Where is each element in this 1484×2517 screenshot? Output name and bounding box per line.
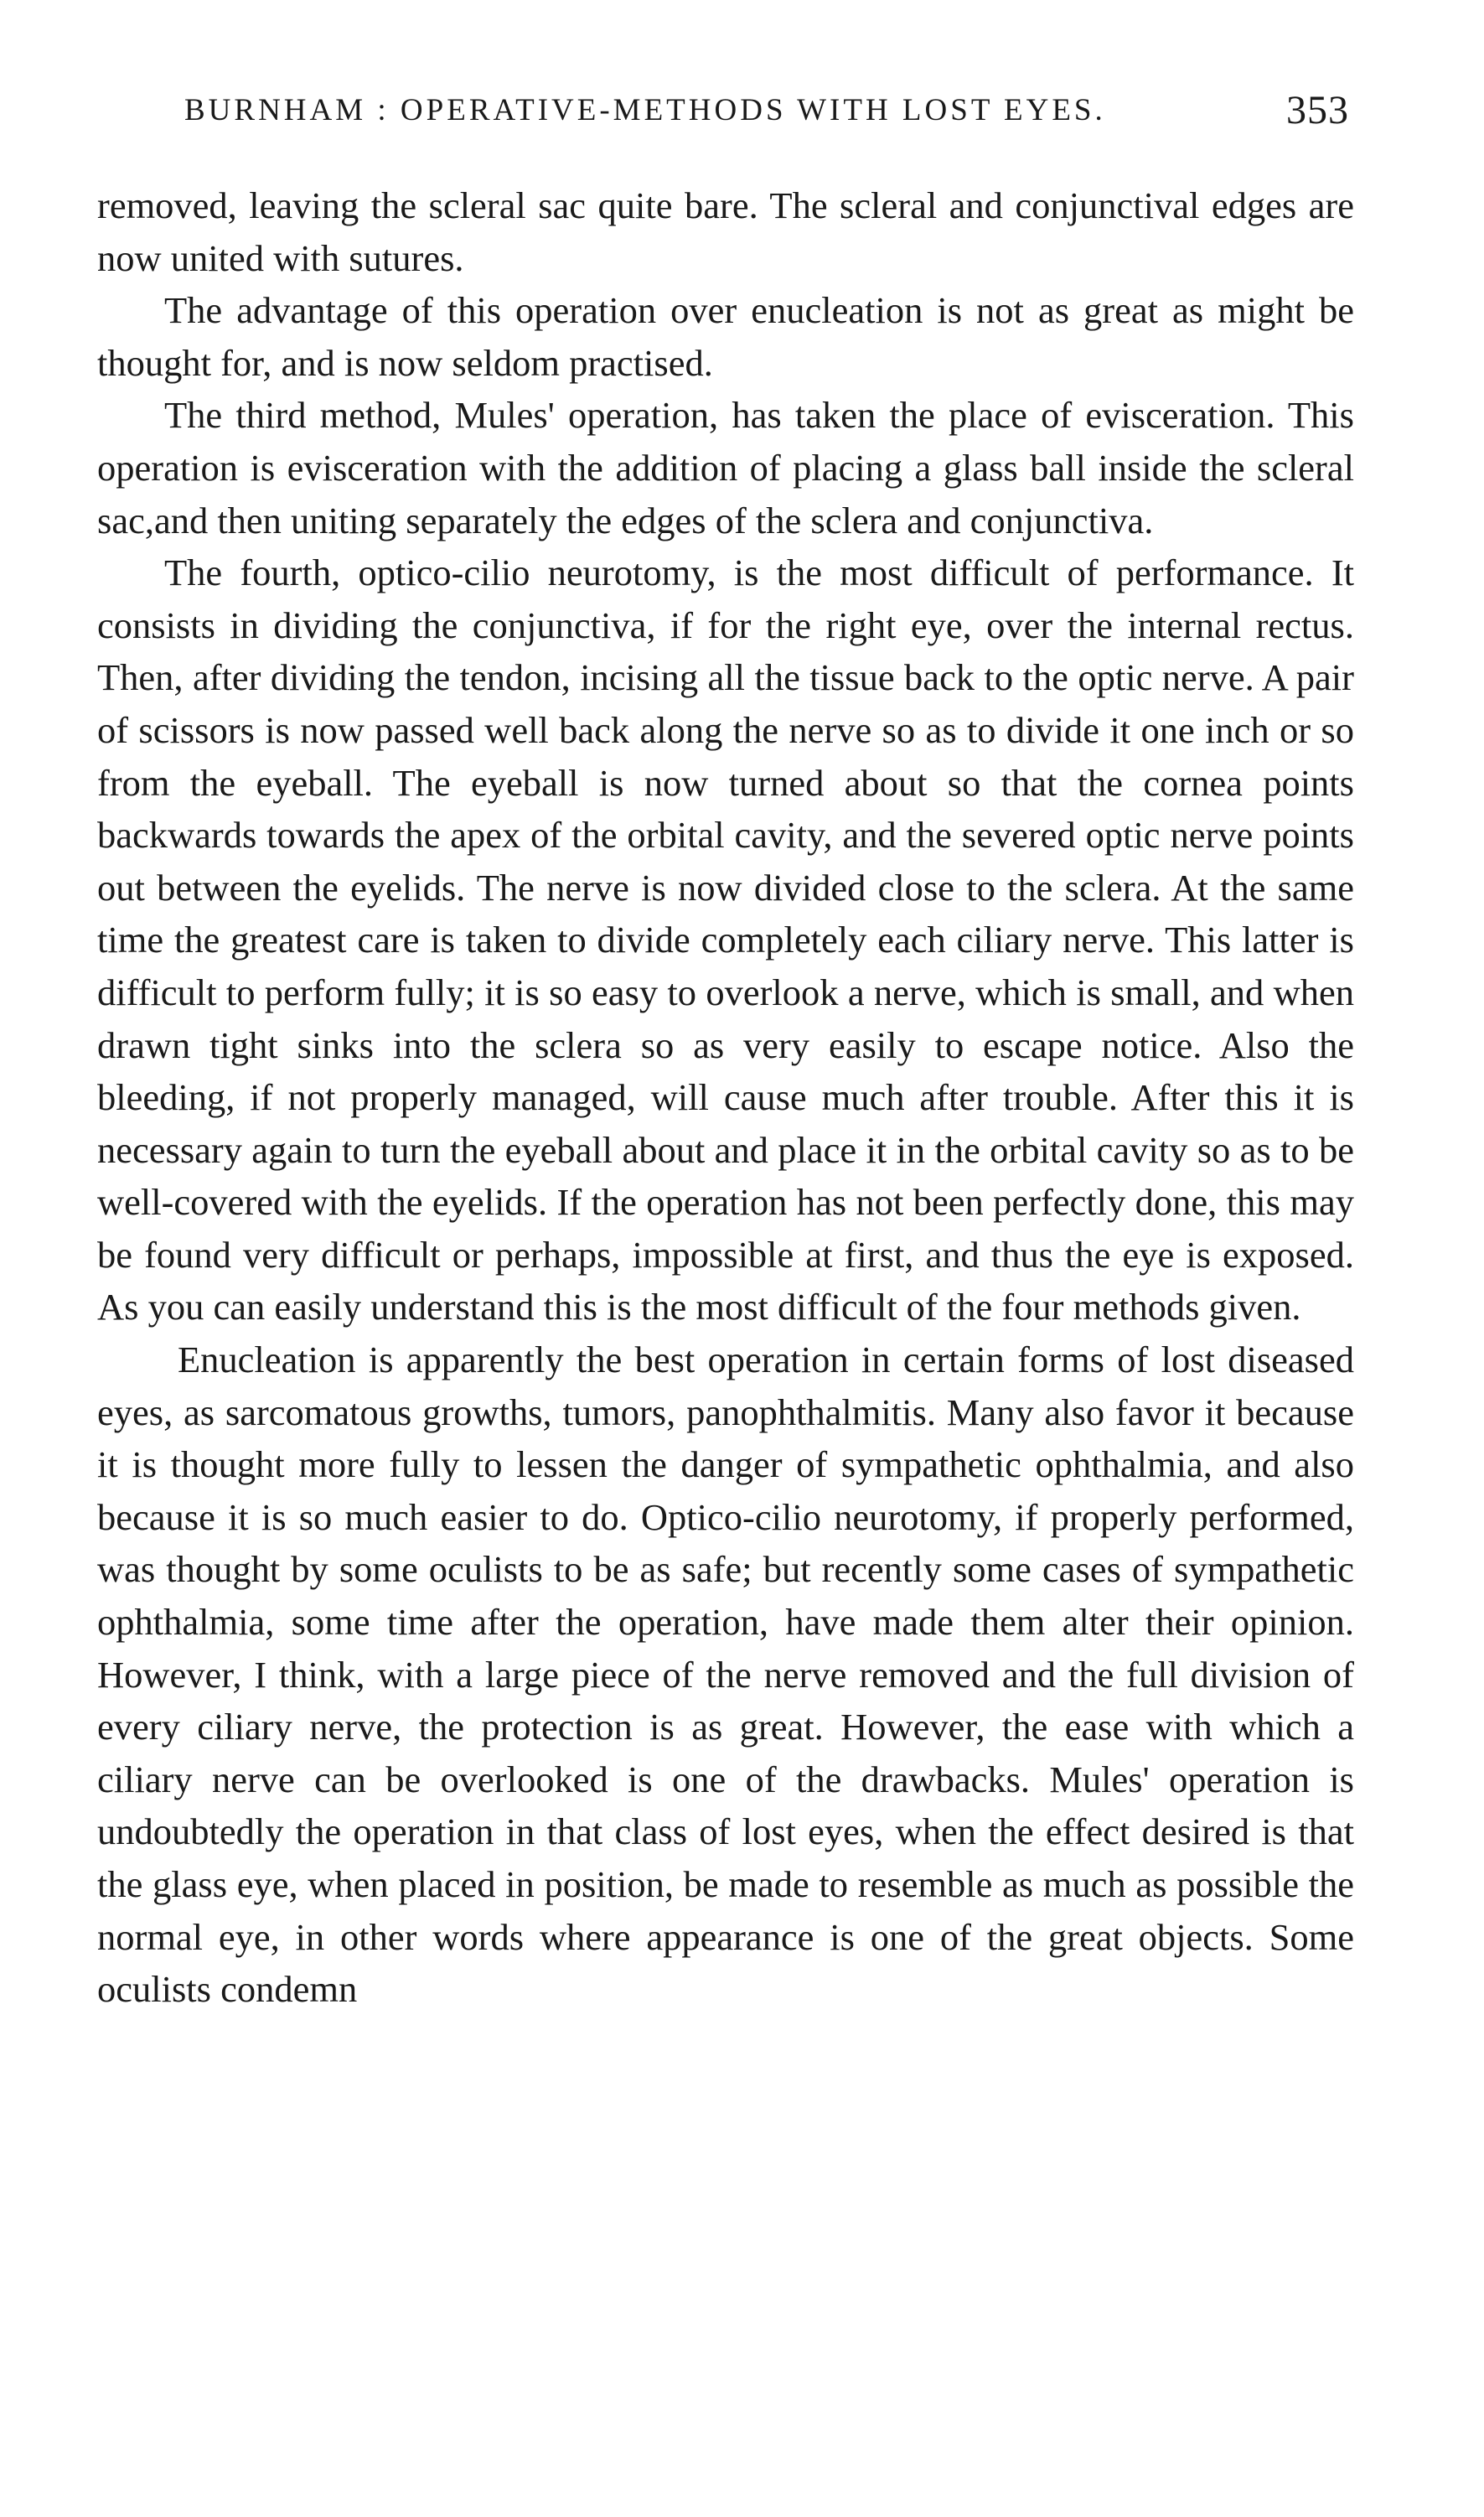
- paragraph-third-method: The third method, Mules' operation, has taken the place of evisceration. This operation is evisceration with the addition of placing a glass ball inside the scleral sac,and then uniting separately the edges of the sclera and conjunctiva.: [97, 394, 1354, 541]
- running-title: BURNHAM : OPERATIVE-METHODS WITH LOST EYES.: [184, 93, 1106, 127]
- paragraph-fourth-method: The fourth, optico-cilio neurotomy, is the most difficult of performance. It consists in dividing the conjunctiva, if for the right eye, over the internal rectus. Then, after dividing the tendon, incising all the tissue back to the optic nerve. A pair of scissors is now passed well back along the nerve so as to divide it one inch or so from the eyeball. The eyeball is now turned about so that the cornea points backwards towards the apex of the orbital cavity, and the severed optic nerve points out between the eyelids. The nerve is now divided close to the sclera. At the same time the greatest care is taken to divide completely each ciliary nerve. This latter is difficult to perform fully; it is so easy to overlook a nerve, which is small, and when drawn tight sinks into the sclera so as very easily to escape notice. Also the bleeding, if not properly managed, will cause much after trouble. After this it is necessary again to turn the eyeball about and place it in the orbital cavity so as to be well-covered with the eyelids. If the operation has not been perfectly done, this may be found very difficult or perhaps, impossible at first, and thus the eye is exposed. As you can easily understand this is the most difficult of the four methods given.: [97, 552, 1354, 1328]
- paragraph-advantage: The advantage of this operation over enucleation is not as great as might be thought for, and is now seldom practised.: [97, 289, 1354, 384]
- paragraph-enucleation: Enucleation is apparently the best operation in certain forms of lost diseased eyes, as sarcomatous growths, tumors, panophthalmitis. Many also favor it because it is thought more fully to lessen the danger of sympathetic ophthalmia, and also because it is so much easier to do. Optico-cilio neurotomy, if properly performed, was thought by some oculists to be as safe; but recently some cases of sympathetic ophthalmia, some time after the operation, have made them alter their opinion. However, I think, with a large piece of the nerve removed and the full division of every ciliary nerve, the protection is as great. However, the ease with which a ciliary nerve can be overlooked is one of the drawbacks. Mules' operation is undoubtedly the operation in that class of lost eyes, when the effect desired is that the glass eye, when placed in position, be made to resemble as much as possible the normal eye, in other words where appearance is one of the great objects. Some oculists condemn: [97, 1339, 1354, 2011]
- paragraph-continuation: removed, leaving the scleral sac quite bare. The scleral and conjunctival edges are now united with sutures.: [97, 184, 1354, 279]
- running-head: [184, 87, 1349, 137]
- page-number: 353: [1286, 88, 1349, 132]
- body-text: [97, 179, 1354, 2016]
